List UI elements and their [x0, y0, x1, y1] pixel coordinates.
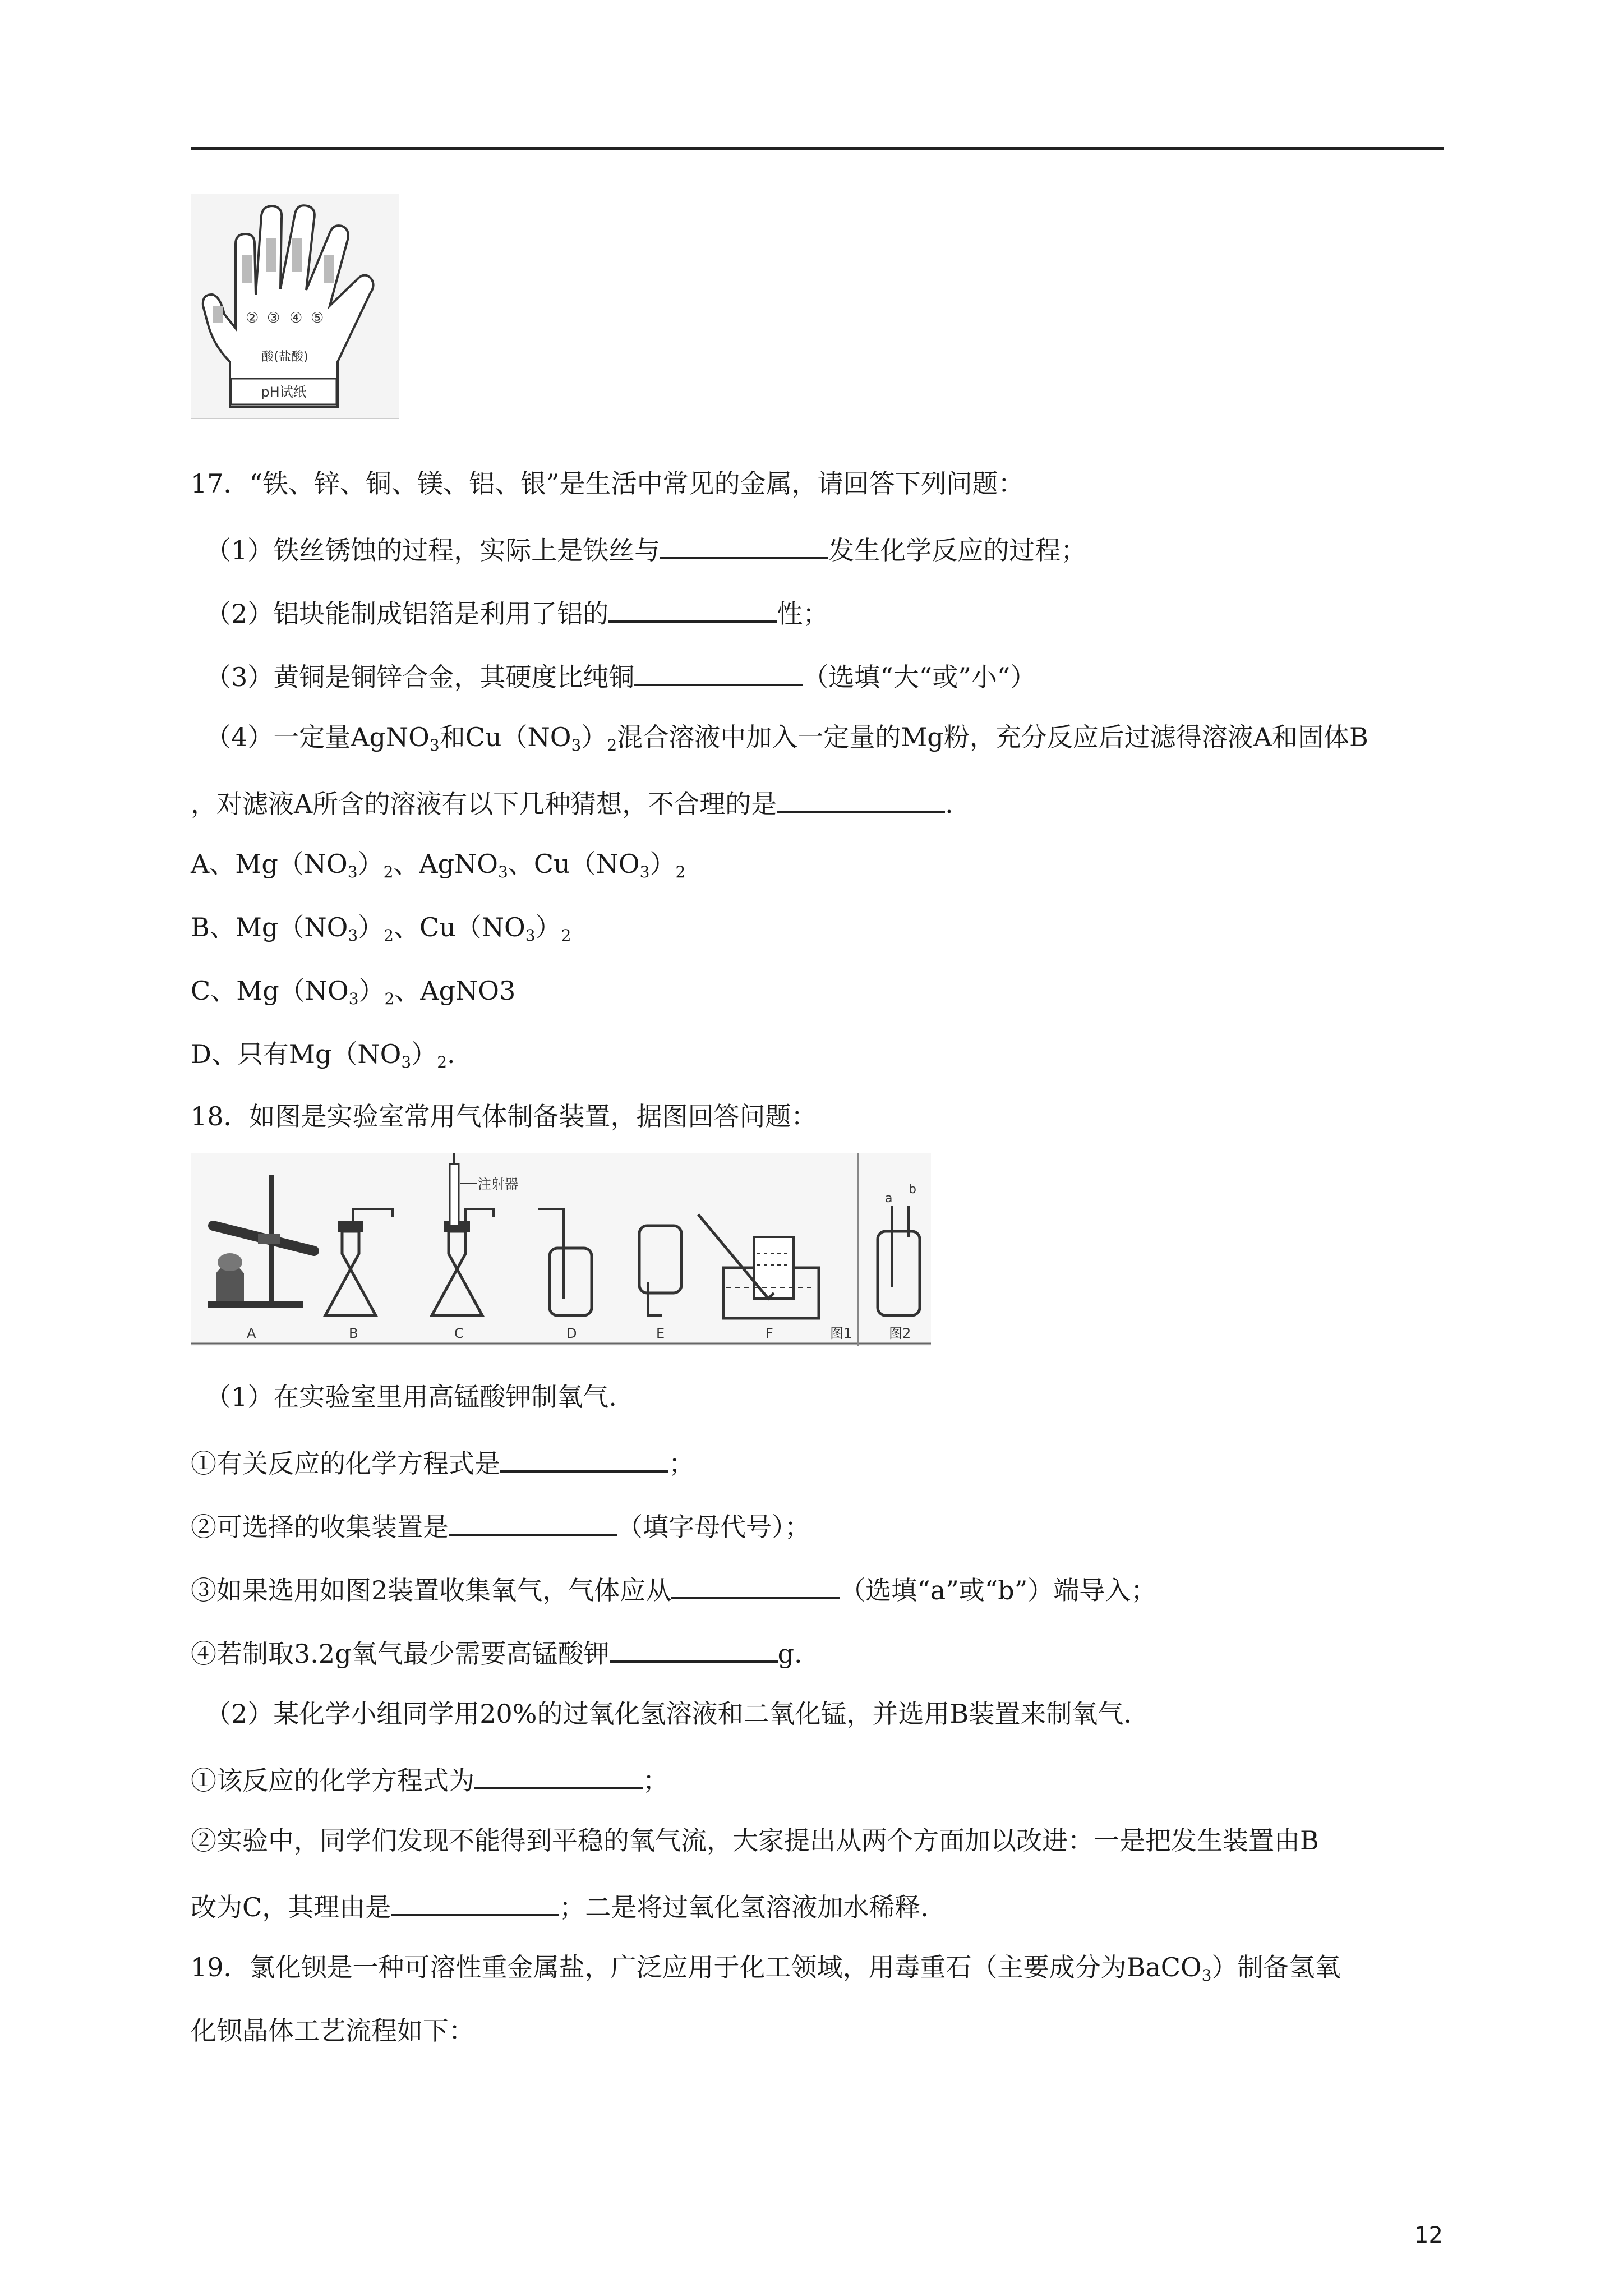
apparatus-label-b: B: [349, 1326, 358, 1341]
q18-part2: （2）某化学小组同学用20%的过氧化氢溶液和二氧化锰，并选用B装置来制氧气.: [205, 1699, 1132, 1729]
answer-blank[interactable]: [474, 1760, 643, 1789]
port-a-label: a: [885, 1191, 893, 1205]
figure2-label: 图2: [889, 1326, 911, 1341]
figure1-label: 图1: [830, 1326, 852, 1341]
apparatus-label-c: C: [454, 1326, 464, 1341]
q18-part2-step2-cont: 改为C，其理由是 ；二是将过氧化氢溶液加水稀释.: [191, 1887, 929, 1924]
q18-part1-step2: ②可选择的收集装置是 （填字母代号）；: [191, 1507, 810, 1544]
q19-stem-cont: 化钡晶体工艺流程如下：: [191, 2016, 474, 2046]
q18-part2-step2: ②实验中，同学们发现不能得到平稳的氧气流，大家提出从两个方面加以改进：一是把发生装置由B: [191, 1825, 1319, 1856]
hand-palm-label: 酸(盐酸): [261, 350, 308, 364]
q17-part2: （2）铝块能制成铝箔是利用了铝的 性；: [205, 593, 828, 631]
q17-option-d: D、只有$Mg(NO_3)_2$.: [191, 1039, 455, 1071]
apparatus-label-d: D: [566, 1326, 577, 1341]
answer-blank[interactable]: [671, 1570, 840, 1599]
q18-part1-step3: ③如果选用如图2装置收集氧气，气体应从 （选填“a”或“b”）端导入；: [191, 1570, 1156, 1607]
hand-band-label: pH试纸: [261, 384, 307, 400]
q17-part4-cont: ，对滤液A所含的溶液有以下几种猜想，不合理的是 .: [191, 784, 953, 821]
q17-part4: （4）一定量AgNO$_3$和$Cu(NO_3)_2$混合溶液中加入一定量的Mg粉，充分反应后过滤得溶液A和固体B: [205, 722, 1368, 754]
page-number: 12: [1414, 2223, 1443, 2248]
q18-part1-step4: ④若制取3.2g氧气最少需要高锰酸钾 g.: [191, 1634, 803, 1671]
q17-option-a: A、$Mg(NO_3)_2$、AgNO$_3$、$Cu(NO_3)_2$: [191, 849, 686, 881]
hand-ph-figure: [191, 194, 399, 419]
port-b-label: b: [909, 1182, 916, 1197]
answer-blank[interactable]: [391, 1887, 559, 1916]
q17-part3: （3）黄铜是铜锌合金，其硬度比纯铜 （选填“大“或”小“）: [205, 657, 1036, 694]
q18-stem: 18．如图是实验室常用气体制备装置，据图回答问题：: [191, 1101, 817, 1131]
q18-part1-step1: ①有关反应的化学方程式是 ；: [191, 1443, 694, 1480]
q19-stem: 19．氯化钡是一种可溶性重金属盐，广泛应用于化工领域，用毒重石（主要成分为BaCO$_3$）制备氢氧: [191, 1952, 1341, 1985]
syringe-label: 注射器: [478, 1176, 518, 1192]
header-rule: [191, 147, 1444, 150]
lab-apparatus-figure: [191, 1153, 931, 1346]
answer-blank[interactable]: [634, 657, 803, 686]
hand-circle-2: ②: [246, 310, 259, 326]
answer-blank[interactable]: [660, 530, 828, 559]
q18-part1: （1）在实验室里用高锰酸钾制氧气.: [205, 1382, 617, 1412]
q17-part1: （1）铁丝锈蚀的过程，实际上是铁丝与 发生化学反应的过程；: [205, 530, 1086, 567]
apparatus-label-e: E: [656, 1326, 665, 1341]
apparatus-label-f: F: [766, 1326, 773, 1341]
q17-option-b: B、$Mg(NO_3)_2$、$Cu(NO_3)_2$: [191, 912, 571, 945]
q17-option-c: C、$Mg(NO_3)_2$、AgNO3: [191, 976, 516, 1008]
answer-blank[interactable]: [500, 1443, 668, 1473]
answer-blank[interactable]: [777, 784, 945, 813]
answer-blank[interactable]: [610, 1634, 778, 1663]
hand-circle-5: ⑤: [311, 310, 324, 326]
answer-blank[interactable]: [449, 1507, 617, 1536]
q18-part2-step1: ①该反应的化学方程式为 ；: [191, 1760, 668, 1797]
q17-stem: 17．“铁、锌、铜、镁、铝、银”是生活中常见的金属，请回答下列问题：: [191, 468, 1024, 499]
hand-circle-3: ③: [267, 310, 280, 326]
answer-blank[interactable]: [608, 593, 777, 623]
hand-circle-4: ④: [289, 310, 303, 326]
apparatus-label-a: A: [247, 1326, 256, 1341]
